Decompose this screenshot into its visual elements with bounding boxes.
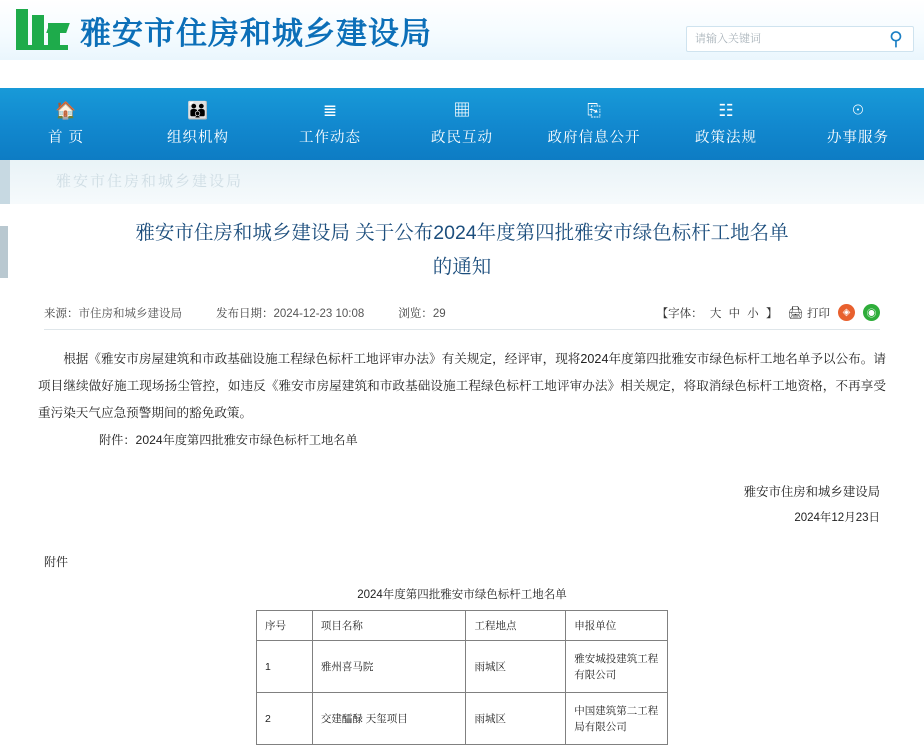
nav-label: 政府信息公开 [547,130,641,146]
nav-label: 组织机构 [167,130,229,146]
home-icon: 🏠 [55,100,77,120]
paragraph: 根据《雅安市房屋建筑和市政基础设施工程绿色标杆工地评审办法》有关规定，经评审，现将2024年度第四批雅安市绿色标杆工地名单予以公布。请项目继续做好施工现场扬尘管控，如违反《雅安市房屋建筑和市政基础设施工程绿色标杆工地评审办法》相关规定，将取消绿色标杆工地资格，不再享受重污染天气应急预警期间的豁免政策。 [38,352,886,420]
banner-edge [0,160,10,204]
list-icon: ≣ [322,100,338,120]
grid-icon: ☷ [718,100,734,120]
table-cell-location: 雨城区 [466,693,566,745]
table-cell-applicant: 雅安城投建筑工程有限公司 [566,641,668,693]
print-label: 打印 [807,307,830,320]
signature-name: 雅安市住房和城乡建设局 [743,485,880,499]
attachment-label: 附件 [44,555,69,569]
meta-views-label: 浏览： [398,307,433,320]
article-body [38,346,886,453]
site-header [0,0,924,60]
meta-source [44,305,182,321]
meta-views [398,305,445,321]
table-cell-index: 1 [257,641,313,693]
nav-label: 首 页 [47,130,85,146]
green-bars-logo [14,9,72,51]
nav-item-info-disclosure[interactable] [528,88,660,160]
document-icon: ▦ [453,100,471,120]
table-header-cell: 序号 [257,611,313,641]
site-title: 雅安市住房和城乡建设局 [80,15,432,51]
search-box[interactable] [686,26,914,52]
meta-date-value: 2024-12-23 10:08 [273,307,365,320]
attachment-reference: 附件：2024年度第四批雅安市绿色标杆工地名单 [99,433,358,447]
nav-item-organization[interactable] [132,88,264,160]
nav-label: 工作动态 [299,130,361,146]
nav-label: 政策法规 [695,130,757,146]
meta-date [216,305,364,321]
nav-item-services[interactable] [792,88,924,160]
header-divider [0,60,924,88]
nav-item-work-news[interactable] [264,88,396,160]
table-row [257,641,668,693]
nav-item-policy[interactable] [660,88,792,160]
table-header-cell: 申报单位 [566,611,668,641]
nav-item-interaction[interactable] [396,88,528,160]
meta-date-label: 发布日期： [216,307,274,320]
table-header-cell: 项目名称 [312,611,466,641]
font-size-control[interactable] [655,305,780,321]
table-caption: 2024年度第四批雅安市绿色标杆工地名单 [357,589,567,601]
search-input[interactable] [687,28,879,50]
font-size-close: 】 [765,307,778,320]
signature-date: 2024年12月23日 [794,512,880,524]
font-size-label: 【字体： [656,307,703,320]
table-header-cell: 工程地点 [466,611,566,641]
banner-strip [0,160,924,204]
table-cell-applicant: 中国建筑第二工程局有限公司 [566,693,668,745]
table-cell-location: 雨城区 [466,641,566,693]
table-cell-project: 雅州喜马院 [312,641,466,693]
main-nav [0,88,924,160]
font-size-small[interactable]: 小 [747,307,759,320]
table-cell-project: 交建醽醁 天玺项目 [312,693,466,745]
meta-tools [655,304,880,321]
chat-icon: ☉ [849,100,867,120]
banner-ghost-text: 雅安市住房和城乡建设局 [56,173,244,190]
green-sites-table [256,610,668,745]
nav-label: 政民互动 [431,130,493,146]
weibo-icon[interactable]: ◈ [838,304,855,321]
table-header-row [257,611,668,641]
page-side-sliver [0,226,8,278]
wechat-icon[interactable]: ◉ [863,304,880,321]
signature-block [32,479,880,531]
nav-label: 办事服务 [827,130,889,146]
nav-item-home[interactable] [0,88,132,160]
search-icon[interactable]: ⚲ [879,27,913,51]
people-icon: 👪 [187,100,209,120]
page-title: 雅安市住房和城乡建设局 关于公布2024年度第四批雅安市绿色标杆工地名单的通知 [135,222,789,278]
font-size-medium[interactable]: 中 [728,307,741,320]
table-row [257,693,668,745]
article-meta [44,304,880,330]
article [0,216,924,745]
meta-source-label: 来源： [44,307,79,320]
font-size-large[interactable]: 大 [709,307,722,320]
printer-icon: 🖨 [787,304,804,320]
meta-source-value: 市住房和城乡建设局 [78,307,182,320]
meta-views-value: 29 [432,307,446,320]
compass-icon: ⎘ [587,100,601,120]
table-cell-index: 2 [257,693,313,745]
print-button[interactable] [787,305,830,321]
